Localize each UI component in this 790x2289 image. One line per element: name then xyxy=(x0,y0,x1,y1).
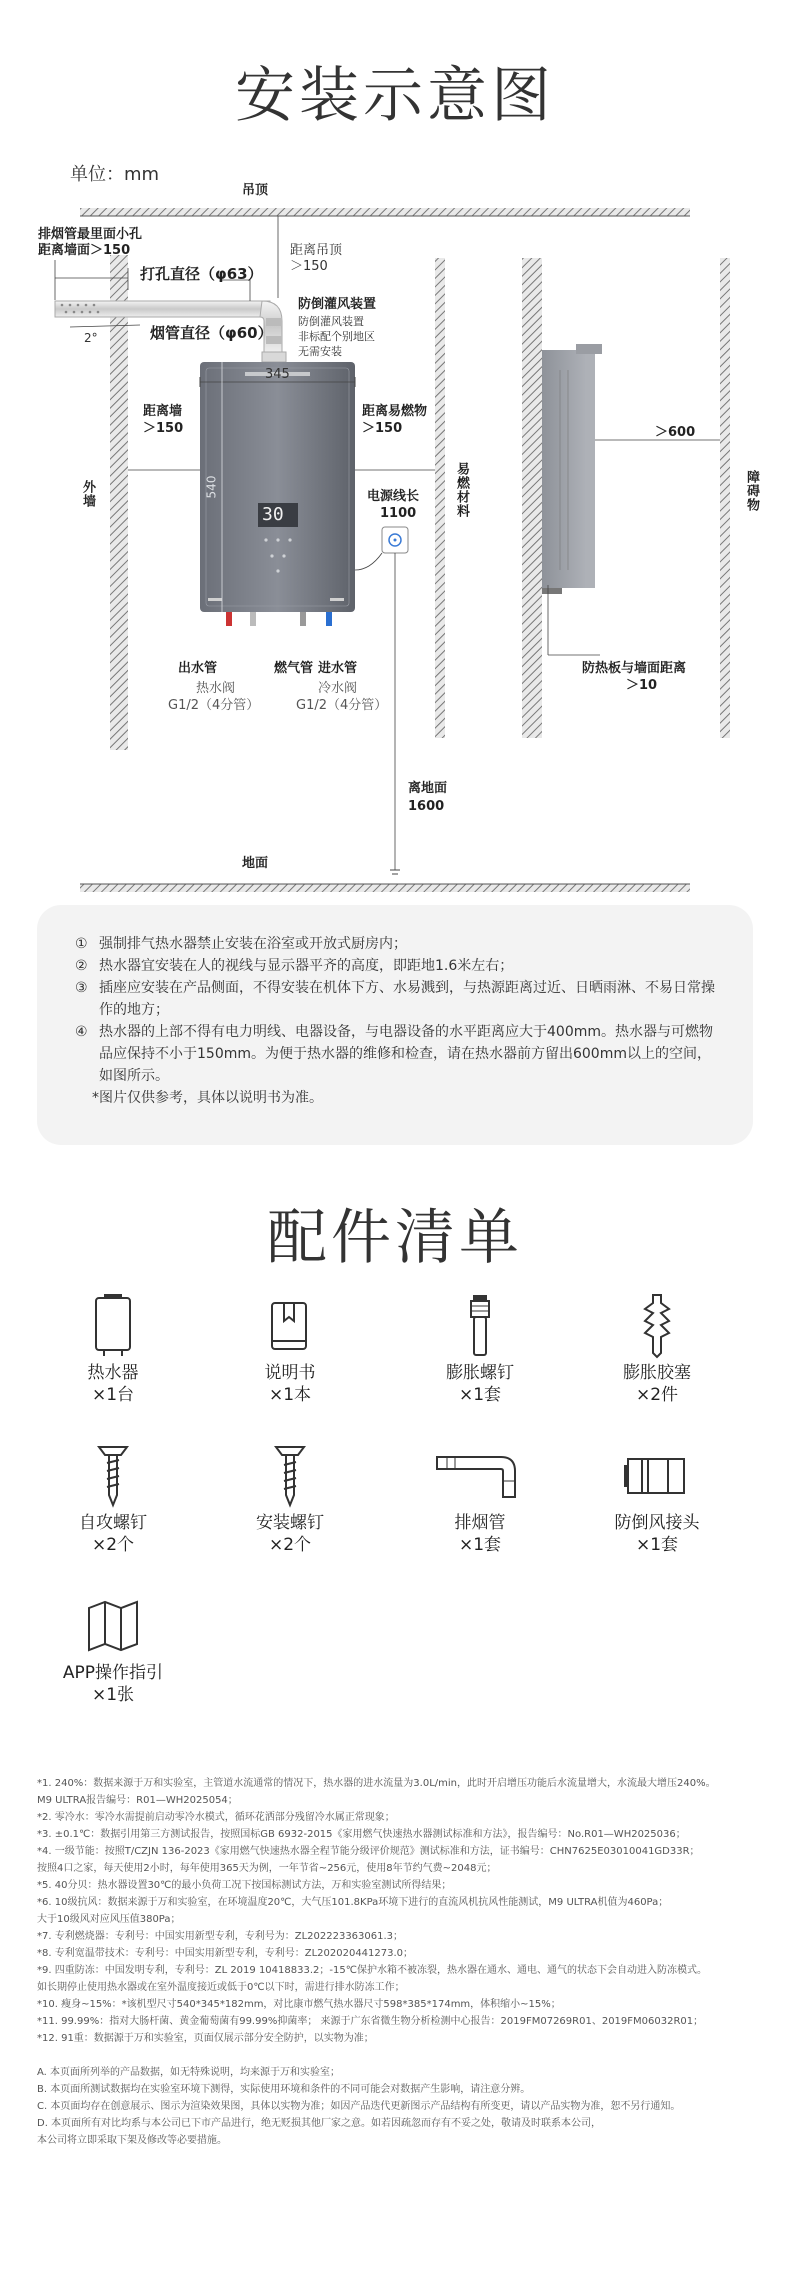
mounting-screw-icon xyxy=(215,1440,365,1512)
accessory-expansion-bolt: 膨胀螺钉 ×1套 xyxy=(405,1290,555,1406)
flue-dia-label: 烟管直径（φ60） xyxy=(150,324,273,342)
footnote: 本公司将立即采取下架及修改等必要措施。 xyxy=(37,2135,227,2146)
floor-hatch xyxy=(80,884,690,892)
footnote: *1. 240%：数据来源于万和实验室，主管道水流通常的情况下，热水器的进水流量为3.0L/min，此时开启增压功能后水流量增大，水流最大增压240%。 xyxy=(37,1778,716,1789)
footnote: *12. 91重：数据源于万和实验室，页面仅展示部分安全防护，以实物为准； xyxy=(37,2033,374,2044)
heater-front xyxy=(200,362,355,612)
accessory-manual: 说明书 ×1本 xyxy=(215,1290,365,1406)
footnote: *6. 10级抗风：数据来源于万和实验室，在环境温度20℃，大气压101.8KPa环境下进行的直流风机抗风性能测试，M9 ULTRA机值为460Pa； xyxy=(37,1897,669,1908)
accessory-app-guide: APP操作指引 ×1张 xyxy=(38,1590,188,1706)
floor-dist-1: 离地面 xyxy=(408,781,448,796)
flue-pipe-icon xyxy=(405,1440,555,1512)
footnote: C. 本页面均存在创意展示、图示为渲染效果图，具体以实物为准；如因产品迭代更新图示产品结构有所变更，请以产品实物为准，恕不另行通知。 xyxy=(37,2101,681,2112)
footnote: *3. ±0.1℃：数据引用第三方测试报告，按照国标GB 6932-2015《家用燃气快速热水器测试标准和方法》，报告编号：No.R01—WH2025036； xyxy=(37,1829,686,1840)
hot-valve-1: 热水阀 xyxy=(196,681,236,696)
footnote: *8. 专利宽温带技术：专利号：中国实用新型专利，专利号：ZL202020441273.0； xyxy=(37,1948,414,1959)
obstacle-wall xyxy=(720,258,730,738)
angle-label: 2° xyxy=(84,331,98,345)
footnote: *7. 专利燃烧器：专利号：中国实用新型专利，专利号为：ZL202223363061.3； xyxy=(37,1931,404,1942)
anti-scald-1: 防热板与墙面距离 xyxy=(582,661,687,676)
accessory-self-tapping-screw: 自攻螺钉 ×2个 xyxy=(38,1440,188,1556)
accessory-mounting-screw: 安装螺钉 ×2个 xyxy=(215,1440,365,1556)
note-item: ② 热水器宜安装在人的视线与显示器平齐的高度，即距地1.6米左右； xyxy=(75,958,514,974)
footnote-spacer xyxy=(37,2047,757,2064)
obstacle-label: 障碍物 xyxy=(744,470,759,512)
install-diagram xyxy=(0,0,790,900)
footnote: *5. 40分贝：热水器设置30℃的最小负荷工况下按国标测试方法，万和实验室测试所得结果； xyxy=(37,1880,452,1891)
anti-back-note-3: 无需安装 xyxy=(298,345,342,358)
flue-inner-label-2: 距离墙面＞150 xyxy=(38,243,131,258)
anti-back-note-1: 防倒灌风装置 xyxy=(298,315,364,328)
note-item: ① 强制排气热水器禁止安装在浴室或开放式厨房内； xyxy=(75,936,407,952)
height-label: 540 xyxy=(204,475,219,499)
footnote: 如长期停止使用热水器或在室外温度接近或低于0℃以下时，需进行排水防冻工作； xyxy=(37,1982,405,1993)
drill-label: 打孔直径（φ63） xyxy=(140,265,263,283)
note-item: ④ 热水器的上部不得有电力明线、电器设备，与电器设备的水平距离应大于400mm。热水器与可燃物品应保持不小于150mm。为便于热水器的维修和检查，请在热水器前方留出600mm以上的空间，如图所示。 xyxy=(75,1024,713,1084)
power-cord-1: 电源线长 xyxy=(367,489,420,504)
footnote: *11. 99.99%：指对大肠杆菌、黄金葡萄菌有99.99%抑菌率； 来源于广东省微生物分析检测中心报告：2019FM07269R01、2019FM06032R01； xyxy=(37,2016,704,2027)
footnote: *4. 一级节能：按照T/CZJN 136-2023《家用燃气快速热水器全程节能分级评价规范》测试标准和方法，证书编号：CHN7625E03010041GD33R； xyxy=(37,1846,700,1857)
flammable-wall xyxy=(435,258,445,738)
side-wall xyxy=(522,258,542,738)
ceiling-hatch xyxy=(80,208,690,216)
display-readout: 30 xyxy=(262,504,284,525)
water-heater-icon xyxy=(38,1290,188,1362)
footnote: 大于10级风对应风压值380Pa； xyxy=(37,1914,181,1925)
footnote: *2. 零冷水：零冷水需提前启动零冷水模式，循环花洒部分残留冷水属正常现象； xyxy=(37,1812,395,1823)
footnote: M9 ULTRA报告编号：R01—WH2025054； xyxy=(37,1795,238,1806)
footnote: *10. 瘦身~15%：*该机型尺寸540*345*182mm，对比康市燃气热水器尺寸598*385*174mm，体积缩小~15%； xyxy=(37,1999,561,2010)
note-disclaimer: *图片仅供参考，具体以说明书为准。 xyxy=(92,1090,323,1106)
floor-label: 地面 xyxy=(242,856,269,871)
out-pipe-label: 出水管 xyxy=(178,661,218,676)
in-pipe-label: 进水管 xyxy=(318,661,358,676)
accessories-title: 配件清单 xyxy=(267,1203,523,1273)
dist-ceiling-2: ＞150 xyxy=(290,259,328,274)
flue-pipe xyxy=(55,301,270,317)
footnote: A. 本页面所列举的产品数据，如无特殊说明，均来源于万和实验室； xyxy=(37,2067,341,2078)
footnote: *9. 四重防冻：中国发明专利，专利号：ZL 2019 10418833.2；-15℃保护水箱不被冻裂，热水器在通水、通电、通气的状态下会自动进入防冻模式。 xyxy=(37,1965,707,1976)
dist-flammable-2: ＞150 xyxy=(362,421,403,436)
floor-dist-2: 1600 xyxy=(408,799,445,814)
outer-wall xyxy=(110,255,128,750)
outer-wall-label: 外墙 xyxy=(80,480,95,508)
install-notes xyxy=(37,905,753,1145)
dist-ceiling-1: 距离吊顶 xyxy=(290,243,343,258)
manual-icon xyxy=(215,1290,365,1362)
footnote: B. 本页面所测试数据均在实验室环境下测得，实际使用环境和条件的不同可能会对数据产生影响，请注意分辨。 xyxy=(37,2084,531,2095)
anti-scald-2: ＞10 xyxy=(626,678,658,693)
wall-plug-icon xyxy=(582,1290,732,1362)
power-cord-2: 1100 xyxy=(380,506,417,521)
expansion-bolt-icon xyxy=(405,1290,555,1362)
self-tapping-screw-icon xyxy=(38,1440,188,1512)
accessory-water-heater: 热水器 ×1台 xyxy=(38,1290,188,1406)
dist-wall-2: ＞150 xyxy=(143,421,184,436)
note-item: ③ 插座应安装在产品侧面，不得安装在机体下方、水易溅到，与热源距离过近、日晒雨淋、不易日常操作的地方； xyxy=(75,980,715,1018)
cold-valve-2: G1/2（4分管） xyxy=(296,698,388,713)
flammable-label: 易燃材料 xyxy=(454,462,469,518)
accessory-anti-backdraft-joint: 防倒风接头 ×1套 xyxy=(582,1440,732,1556)
install-title: 安装示意图 xyxy=(235,61,555,131)
dist-wall-1: 距离墙 xyxy=(143,404,183,419)
accessory-wall-plug: 膨胀胶塞 ×2件 xyxy=(582,1290,732,1406)
dist-flammable-1: 距离易燃物 xyxy=(362,404,428,419)
app-guide-icon xyxy=(38,1590,188,1662)
unit-label: 单位：mm xyxy=(70,164,160,185)
footnote: D. 本页面所有对比均系与本公司已下市产品进行，绝无贬损其他厂家之意。如若因疏忽而存有不妥之处，敬请及时联系本公司， xyxy=(37,2118,602,2129)
anti-backdraft-joint-icon xyxy=(582,1440,732,1512)
flue-inner-label-1: 排烟管最里面小孔 xyxy=(38,227,143,242)
footnotes xyxy=(37,1775,757,2149)
cold-valve-1: 冷水阀 xyxy=(318,681,358,696)
hot-valve-2: G1/2（4分管） xyxy=(168,698,260,713)
anti-back-label: 防倒灌风装置 xyxy=(298,297,377,312)
footnote: 按照4口之家，每天使用2小时，每年使用365天为例，一年节省~256元，使用8年节约气费~2048元； xyxy=(37,1863,497,1874)
ceiling-label: 吊顶 xyxy=(242,183,269,198)
gas-pipe-label: 燃气管 xyxy=(274,661,314,676)
accessory-flue-pipe: 排烟管 ×1套 xyxy=(405,1440,555,1556)
front-gap-label: ＞600 xyxy=(655,425,696,440)
width-label: 345 xyxy=(265,367,290,382)
anti-back-note-2: 非标配个别地区 xyxy=(298,330,375,343)
